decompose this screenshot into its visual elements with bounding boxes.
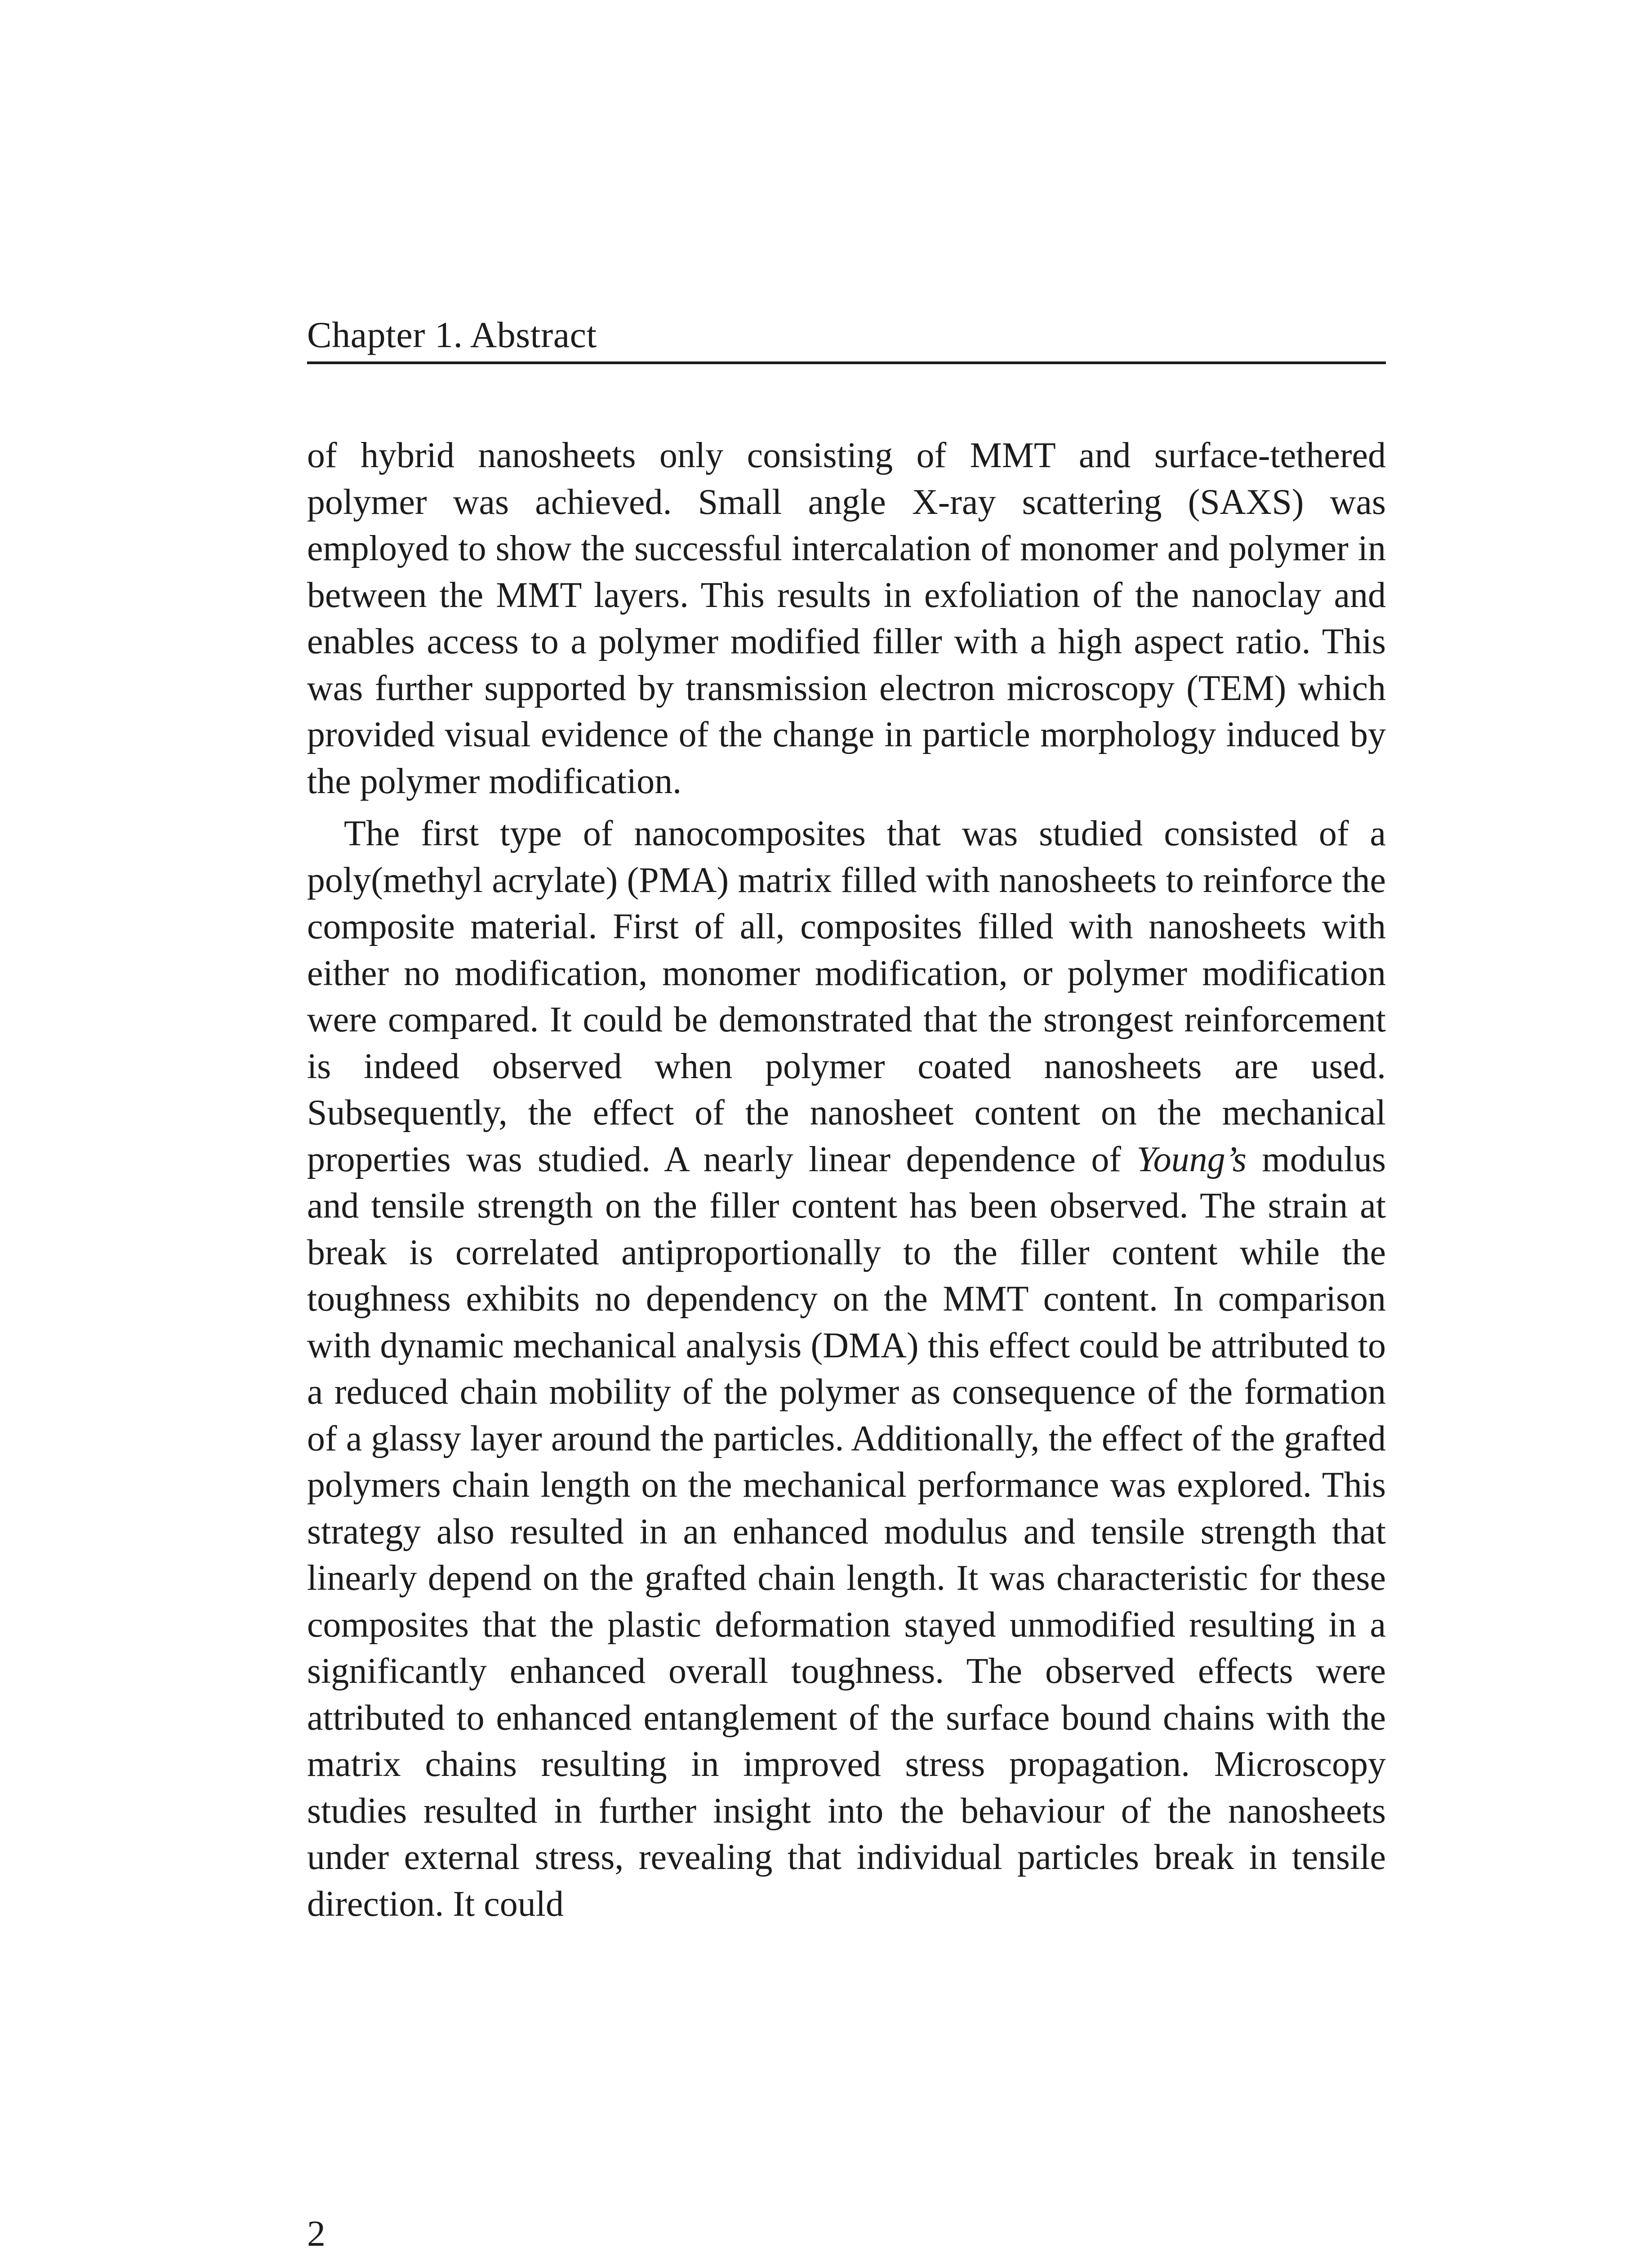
paragraph-2-part-1: The first type of nanocomposites that was studied consisted of a poly(methyl acrylate) (PMA) matrix filled with nanosheets to reinforce the composite material. First of all, composites filled with nanosheets with either no modification, monomer modification, or polymer modification were compared. It could be demonstrated that the strongest reinforcement is indeed observed when polymer coated nanosheets are used. Subsequently, the effect of the nanosheet content on the mechanical properties was studied. A nearly linear dependence of: [307, 814, 1386, 1179]
paragraph-1: of hybrid nanosheets only consisting of MMT and surface-tethered polymer was achieved. Small angle X-ray scattering (SAXS) was employed to show the successful intercalation of monomer and polymer in between the MMT layers. This results in exfoliation of the nanoclay and enables access to a polymer modified filler with a high aspect ratio. This was further supported by transmission electron microscopy (TEM) which provided visual evidence of the change in particle morphology induced by the polymer modification.: [307, 436, 1386, 801]
header-rule: [307, 361, 1386, 364]
page-number: 2: [307, 2213, 325, 2248]
paragraph-2-part-2: modulus and tensile strength on the filler content has been observed. The strain at break is correlated antiproportionally to the filler content while the toughness exhibits no dependency on the MMT content. In comparison with dynamic mechanical analysis (DMA) this effect could be attributed to a reduced chain mobility of the polymer as consequence of the formation of a glassy layer around the particles. Additionally, the effect of the grafted polymers chain length on the mechanical performance was explored. This strategy also resulted in an enhanced modulus and tensile strength that linearly depend on the grafted chain length. It was characteristic for these composites that the plastic deformation stayed unmodified resulting in a significantly enhanced overall toughness. The observed effects were attributed to enhanced entanglement of the surface bound chains with the matrix chains resulting in improved stress propagation. Microscopy studies resulted in further insight into the behaviour of the nanosheets under external stress, revealing that individual particles break in tensile direction. It could: [307, 1139, 1386, 1924]
emphasis-youngs: Young’s: [1136, 1139, 1247, 1179]
running-head: Chapter 1. Abstract: [307, 314, 597, 355]
body-text: [307, 433, 1386, 1927]
paragraph-2: [307, 811, 1386, 1927]
